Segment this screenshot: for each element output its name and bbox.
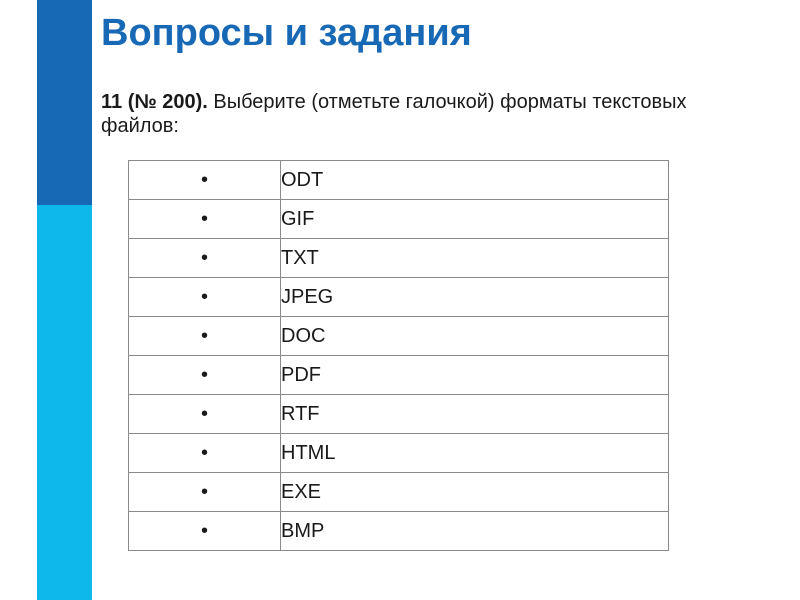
table-row	[129, 200, 669, 239]
format-name: TXT	[281, 239, 669, 278]
table-row	[129, 512, 669, 551]
question-text	[101, 90, 741, 138]
format-name: GIF	[281, 200, 669, 239]
table-row	[129, 278, 669, 317]
table-row	[129, 395, 669, 434]
page-title: Вопросы и задания	[101, 12, 472, 54]
format-name: DOC	[281, 317, 669, 356]
checkbox-cell[interactable]: •	[129, 161, 281, 200]
format-name: HTML	[281, 434, 669, 473]
accent-bar-light	[37, 205, 92, 600]
checkbox-cell[interactable]: •	[129, 395, 281, 434]
question-number: 11 (№ 200).	[101, 91, 208, 113]
checkbox-cell[interactable]: •	[129, 239, 281, 278]
checkbox-cell[interactable]: •	[129, 434, 281, 473]
table-row	[129, 239, 669, 278]
format-name: JPEG	[281, 278, 669, 317]
checkbox-cell[interactable]: •	[129, 317, 281, 356]
format-name: BMP	[281, 512, 669, 551]
format-name: RTF	[281, 395, 669, 434]
checkbox-cell[interactable]: •	[129, 512, 281, 551]
accent-bar-dark	[37, 0, 92, 205]
checkbox-cell[interactable]: •	[129, 356, 281, 395]
table-row	[129, 317, 669, 356]
checkbox-cell[interactable]: •	[129, 473, 281, 512]
table-row	[129, 434, 669, 473]
table-row	[129, 473, 669, 512]
question-body: Выберите (отметьте галочкой) форматы текстовых файлов:	[101, 91, 687, 137]
table-row	[129, 161, 669, 200]
format-name: PDF	[281, 356, 669, 395]
checkbox-cell[interactable]: •	[129, 200, 281, 239]
table-row	[129, 356, 669, 395]
format-name: EXE	[281, 473, 669, 512]
format-name: ODT	[281, 161, 669, 200]
formats-table	[128, 160, 669, 551]
checkbox-cell[interactable]: •	[129, 278, 281, 317]
